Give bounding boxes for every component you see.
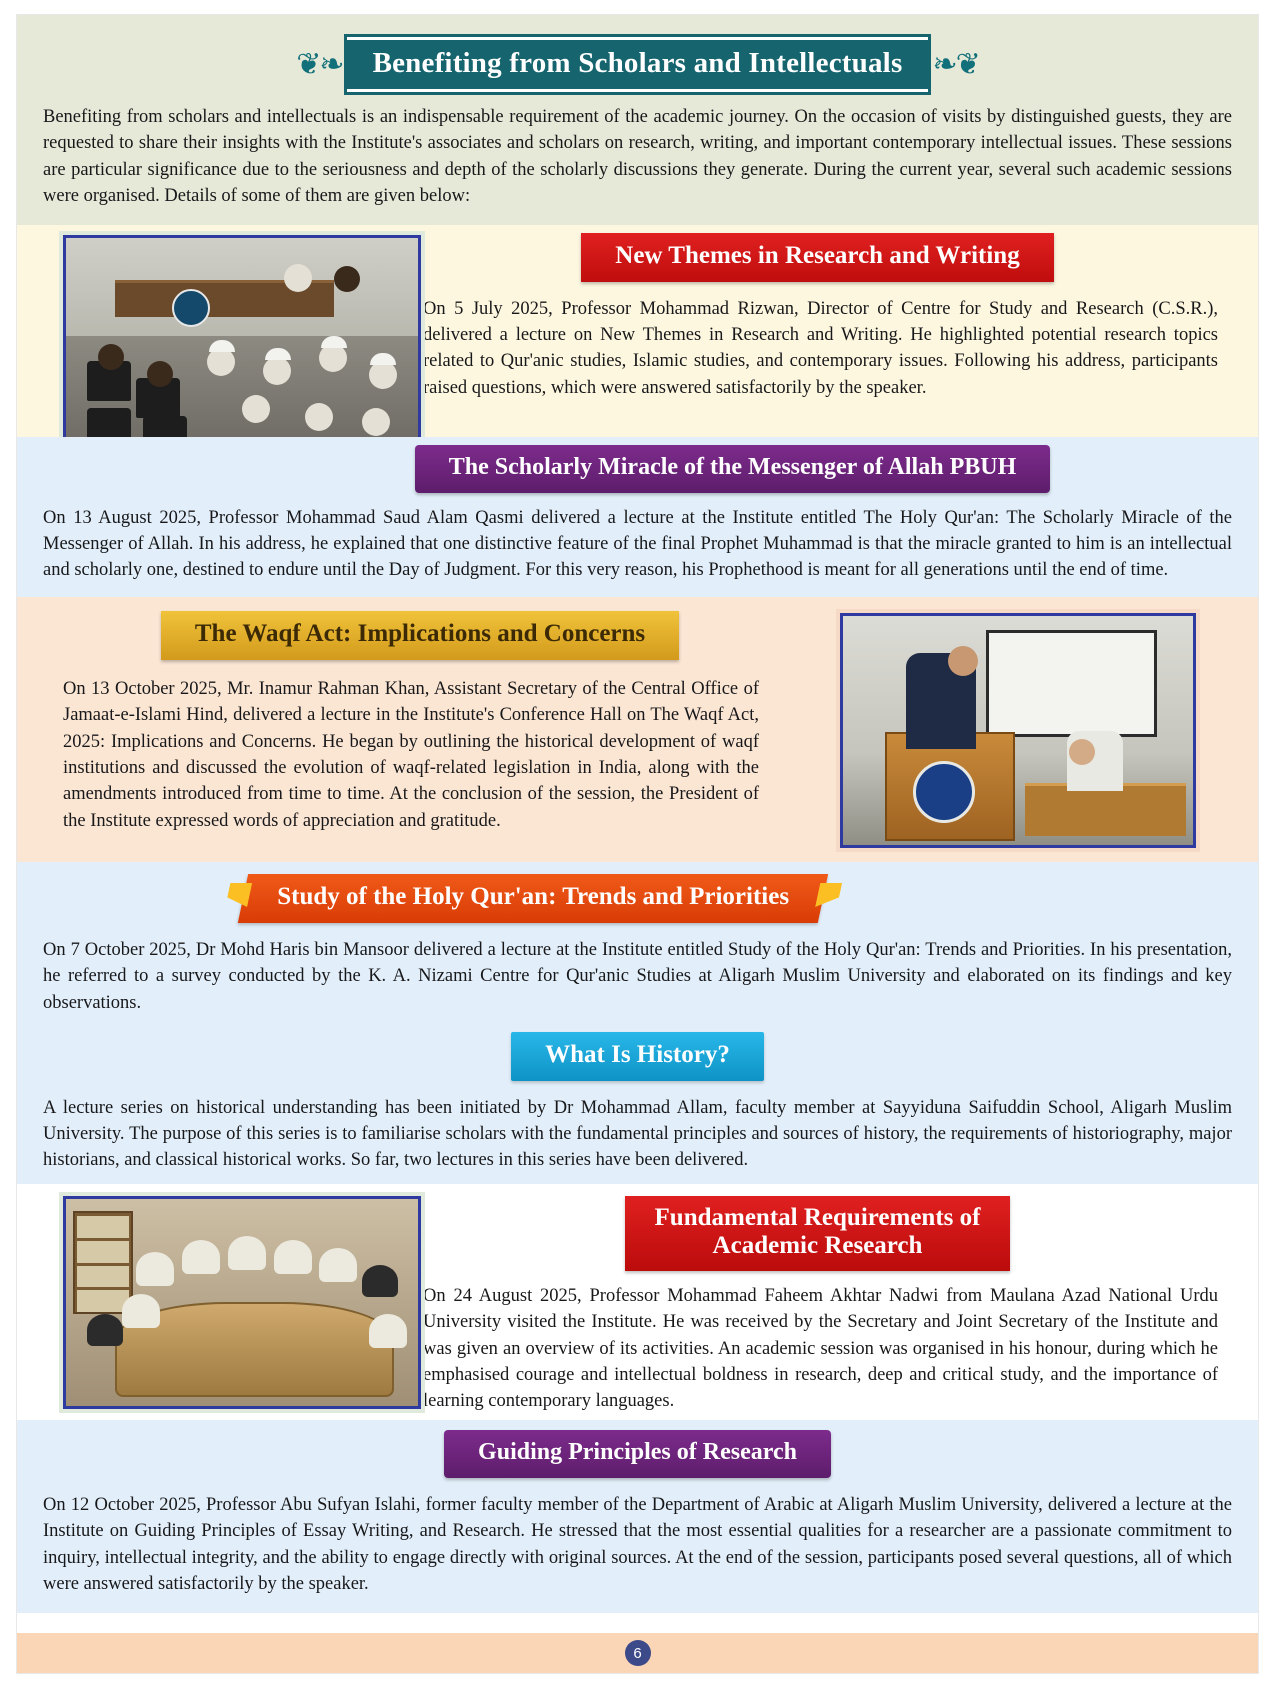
section-new-themes xyxy=(17,225,1258,437)
section-title-quran-study xyxy=(237,874,827,923)
round-table-meeting-photo xyxy=(63,1196,421,1409)
section-body-quran-study: On 7 October 2025, Dr Mohd Haris bin Mansoor delivered a lecture at the Institute entitled Study of the Holy Qur'an: Trends and Priorities. In his presentation, he referred to a survey conducted by the K. A. Nizami Centre for Qur'anic Studies at Aligarh Muslim University and elaborated on its findings and key observations. xyxy=(43,940,1232,1013)
section-title-line2: Academic Research xyxy=(712,1232,923,1260)
page-title: Benefiting from Scholars and Intellectuals xyxy=(347,37,929,92)
section-waqf-act xyxy=(17,597,1258,862)
section-scholarly-miracle xyxy=(17,437,1258,597)
intro-section xyxy=(17,15,1258,225)
section-title-fundamental-requirements xyxy=(625,1196,1011,1272)
section-body-what-is-history: A lecture series on historical understanding has been initiated by Dr Mohammad Allam, faculty member at Sayyiduna Saifuddin School, Aligarh Muslim University. The purpose of this series is to familiarise scholars with the fundamental principles and sources of history, the requirements of historiography, major historians, and classical historical works. So far, two lectures in this series have been delivered. xyxy=(43,1097,1232,1171)
section-title-what-is-history: What Is History? xyxy=(511,1032,764,1081)
ornament-right-icon: ❧❦ xyxy=(932,47,979,81)
page-number: 6 xyxy=(625,1640,651,1666)
section-body-guiding-principles: On 12 October 2025, Professor Abu Sufyan Islahi, former faculty member of the Department of Arabic at Aligarh Muslim University, delivered a lecture at the Institute on Guiding Principles of Essay Writing, and Research. He stressed that the most essential qualities for a researcher are a passionate commitment to inquiry, intellectual integrity, and the ability to engage directly with original sources. At the end of the session, participants posed several questions, all of which were answered satisfactorily by the speaker. xyxy=(43,1494,1232,1594)
section-body-fundamental-requirements: On 24 August 2025, Professor Mohammad Faheem Akhtar Nadwi from Maulana Azad National Urdu University visited the Institute. He was received by the Secretary and Joint Secretary of the Institute and was given an overview of its activities. An academic session was organised in his honour, during which he emphasised courage and intellectual boldness in research, deep and critical study, and the importance of learning contemporary languages. xyxy=(423,1286,1218,1412)
page-sheet xyxy=(16,14,1259,1674)
section-title-scholarly-miracle: The Scholarly Miracle of the Messenger of Allah PBUH xyxy=(415,445,1050,493)
section-title-quran-study-label: Study of the Holy Qur'an: Trends and Priorities xyxy=(276,883,789,911)
section-quran-study xyxy=(17,862,1258,1183)
section-title-waqf-act: The Waqf Act: Implications and Concerns xyxy=(161,611,679,660)
section-body-scholarly-miracle: On 13 August 2025, Professor Mohammad Saud Alam Qasmi delivered a lecture at the Institute entitled The Holy Qur'an: The Scholarly Miracle of the Messenger of Allah. In his address, he explained that one distinctive feature of the final Prophet Muhammad is that the miracle granted to him is an intellectual and scholarly one, destined to endure until the Day of Judgment. For this very reason, his Prophethood is meant for all generations until the end of time. xyxy=(43,507,1232,581)
main-heading-banner xyxy=(17,15,1258,104)
section-body-new-themes: On 5 July 2025, Professor Mohammad Rizwan, Director of Centre for Study and Research (C.S.R.), delivered a lecture on New Themes in Research and Writing. He highlighted potential research topics related to Qur'anic studies, Islamic studies, and contemporary issues. Following his address, participants raised questions, which were answered satisfactorily by the speaker. xyxy=(423,298,1218,398)
podium-speaker-photo xyxy=(840,613,1196,848)
section-guiding-principles xyxy=(17,1420,1258,1613)
section-title-new-themes: New Themes in Research and Writing xyxy=(581,233,1053,282)
section-title-guiding-principles: Guiding Principles of Research xyxy=(444,1430,831,1478)
page-footer xyxy=(17,1633,1258,1673)
intro-paragraph: Benefiting from scholars and intellectuals is an indispensable requirement of the academic journey. On the occasion of visits by distinguished guests, they are requested to share their insights with the Institute's associates and scholars on research, writing, and important contemporary intellectual issues. These sessions are particular significance due to the seriousness and depth of the scholarly discussions they generate. During the current year, several such academic sessions were organised. Details of some of them are given below: xyxy=(43,107,1232,206)
lecture-hall-photo xyxy=(63,235,421,453)
section-title-line1: Fundamental Requirements of xyxy=(654,1203,981,1231)
section-fundamental-requirements xyxy=(17,1184,1258,1421)
section-body-waqf-act: On 13 October 2025, Mr. Inamur Rahman Khan, Assistant Secretary of the Central Office of Jamaat-e-Islami Hind, delivered a lecture in the Institute's Conference Hall on The Waqf Act, 2025: Implications and Concerns. He began by outlining the historical development of waqf institutions and discussed the evolution of waqf-related legislation in India, along with the amendments introduced from time to time. At the conclusion of the session, the President of the Institute expressed words of appreciation and gratitude. xyxy=(63,679,759,831)
ornament-left-icon: ❦❧ xyxy=(296,47,343,81)
